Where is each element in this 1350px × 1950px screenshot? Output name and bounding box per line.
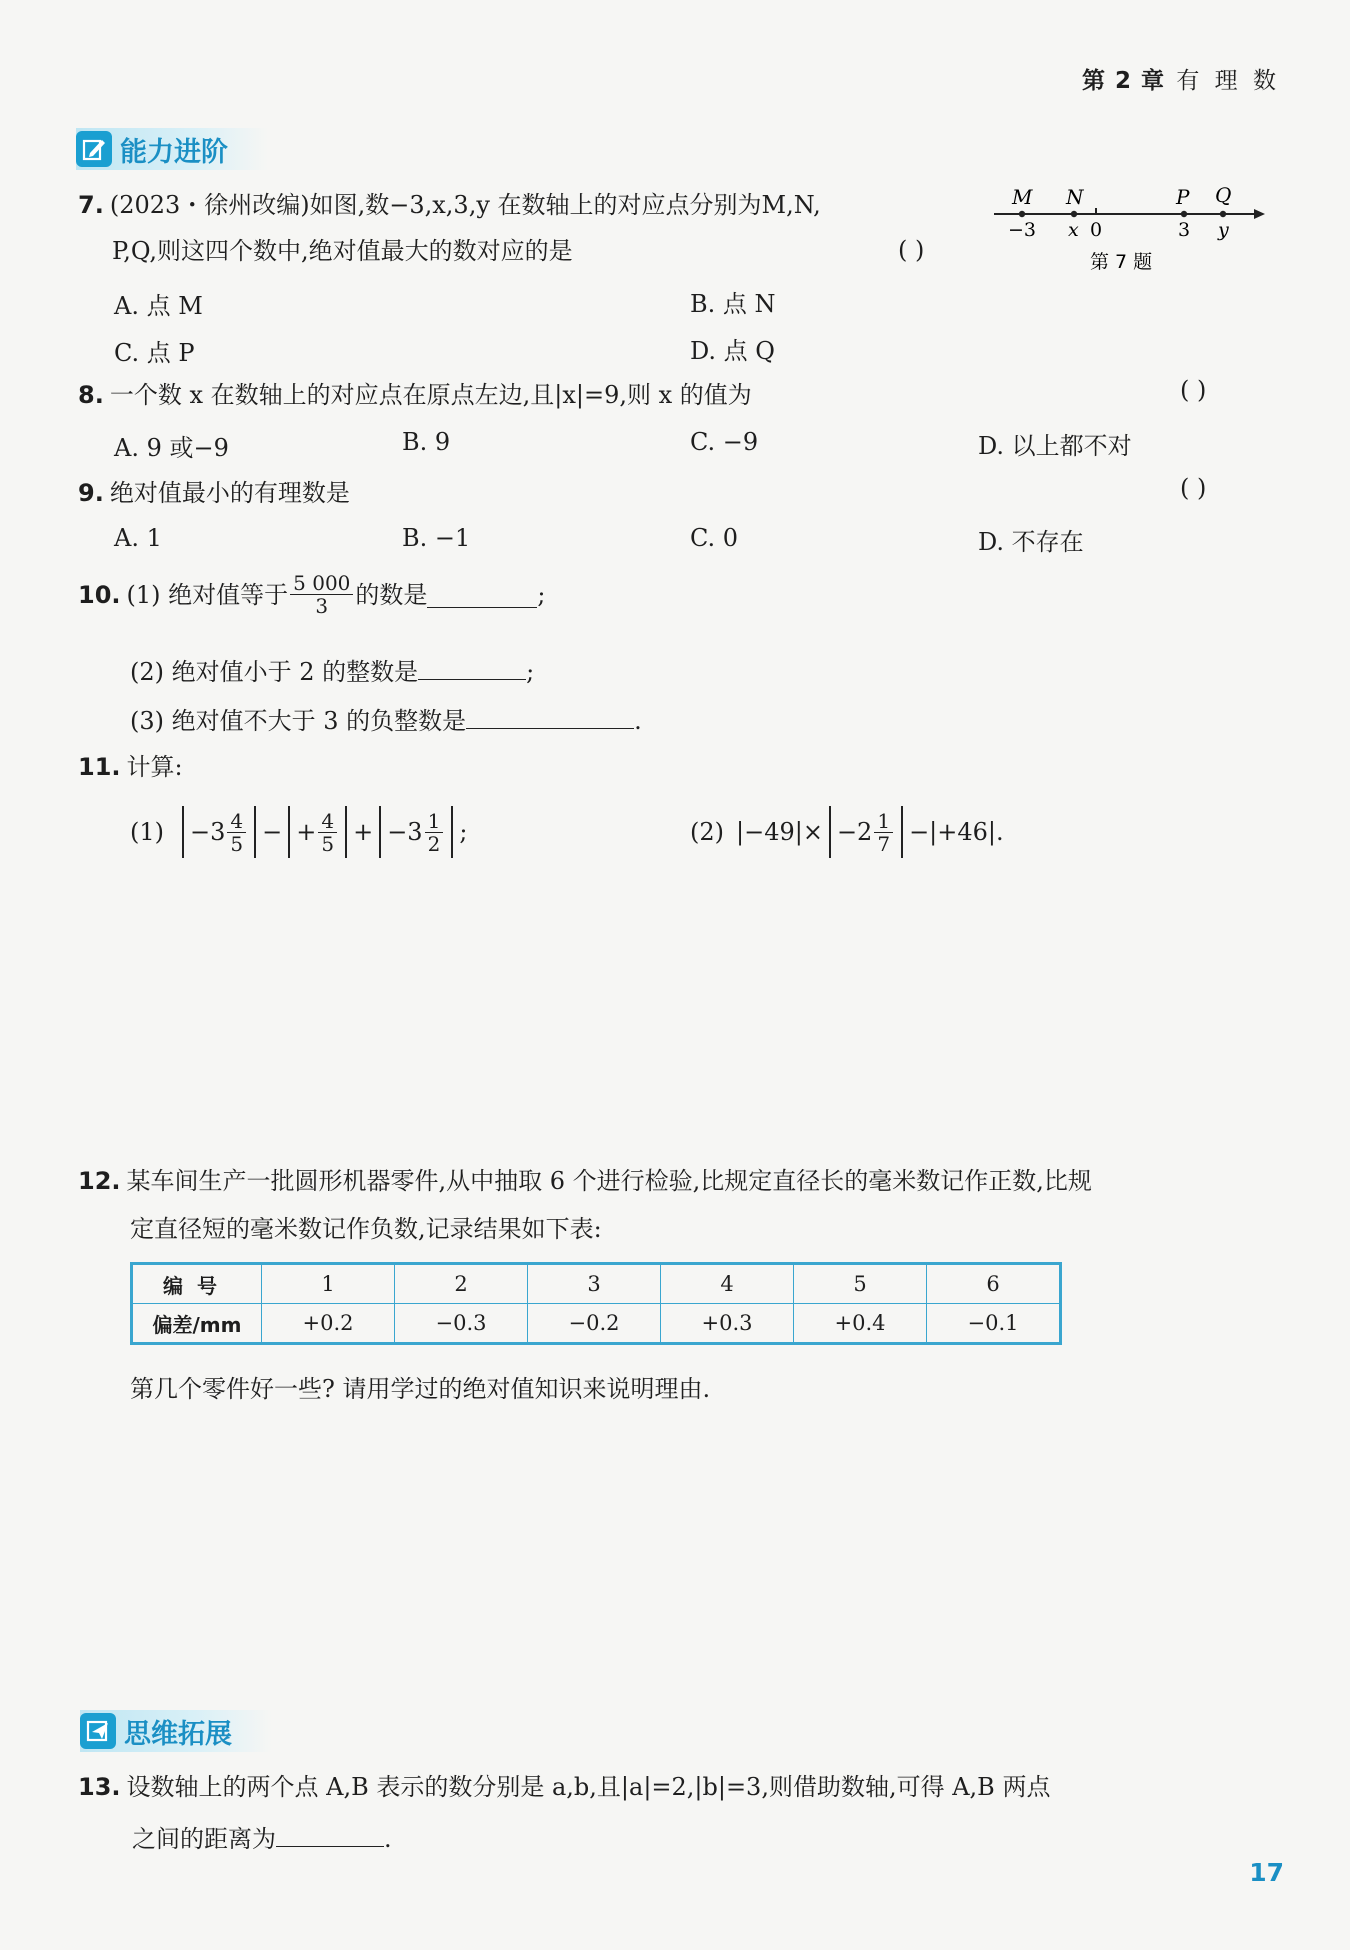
q7-option-a: A. 点 M bbox=[114, 292, 203, 320]
q12-question: 第几个零件好一些? 请用学过的绝对值知识来说明理由. bbox=[130, 1375, 711, 1403]
point-p bbox=[1181, 211, 1187, 217]
chapter-header bbox=[1082, 62, 1280, 95]
q12-deviation-table bbox=[130, 1262, 1062, 1345]
q13-text-line2: 之间的距离为 bbox=[132, 1825, 276, 1853]
abs-bar bbox=[345, 806, 347, 858]
frac-den: 5 bbox=[230, 831, 244, 856]
section-thinking-header bbox=[80, 1710, 272, 1752]
q10-part3-answer-blank[interactable] bbox=[466, 702, 634, 729]
q10-part2-end: ; bbox=[526, 658, 535, 686]
q10-fraction bbox=[290, 572, 353, 617]
point-n bbox=[1071, 211, 1077, 217]
q8-answer-paren: ( ) bbox=[1180, 376, 1207, 404]
q10-part2-text: (2) 绝对值小于 2 的整数是 bbox=[130, 658, 419, 686]
frac-den: 5 bbox=[321, 831, 335, 856]
table-head-deviation: 偏差/mm bbox=[133, 1304, 262, 1343]
q8-text: 一个数 x 在数轴上的对应点在原点左边,且|x|=9,则 x 的值为 bbox=[109, 381, 752, 409]
tick-label-3: 3 bbox=[1178, 219, 1191, 241]
q11-p1-b-int: + bbox=[296, 818, 317, 846]
q13-end: . bbox=[384, 1825, 392, 1853]
abs-bar bbox=[451, 806, 453, 858]
table-cell: 6 bbox=[927, 1265, 1060, 1304]
pencil-icon bbox=[76, 131, 112, 167]
q8-number: 8. bbox=[78, 381, 104, 409]
q9-answer-paren: ( ) bbox=[1180, 474, 1207, 502]
q7-number-line-figure bbox=[990, 180, 1270, 276]
q8-option-d: D. 以上都不对 bbox=[978, 432, 1132, 460]
label-p: P bbox=[1176, 185, 1190, 209]
section-thinking-title: 思维拓展 bbox=[124, 1718, 232, 1750]
abs-bar bbox=[254, 806, 256, 858]
q11-p2-a: |−49|× bbox=[736, 818, 823, 846]
q8-option-c: C. −9 bbox=[690, 428, 759, 456]
q11-p1-c-int: −3 bbox=[387, 818, 423, 846]
frac-num: 1 bbox=[425, 810, 444, 833]
q10-number: 10. bbox=[78, 580, 121, 609]
q9-number: 9. bbox=[78, 479, 104, 507]
q11-p1-op1: − bbox=[262, 818, 283, 846]
paper-plane-icon bbox=[80, 1713, 116, 1749]
q12-text-line1: 某车间生产一批圆形机器零件,从中抽取 6 个进行检验,比规定直径长的毫米数记作正数,比规 bbox=[126, 1167, 1092, 1195]
q11-p2-b-int: −2 bbox=[836, 818, 873, 846]
q11-p1-op2: + bbox=[353, 818, 374, 846]
q7-number: 7. bbox=[78, 191, 104, 219]
q10-part3-end: . bbox=[634, 707, 642, 735]
number-line-arrow-icon bbox=[1254, 209, 1265, 219]
q10-part1-end: ; bbox=[537, 580, 546, 609]
table-cell: −0.1 bbox=[927, 1304, 1060, 1343]
table-cell: −0.2 bbox=[528, 1304, 661, 1343]
table-cell: 4 bbox=[661, 1265, 794, 1304]
q11-title: 计算: bbox=[126, 753, 183, 781]
label-n: N bbox=[1066, 185, 1084, 209]
q11-part2 bbox=[690, 800, 1004, 864]
q11-p1-end: ; bbox=[459, 818, 468, 846]
q9-option-d: D. 不存在 bbox=[978, 528, 1084, 556]
q7-option-b: B. 点 N bbox=[690, 290, 776, 318]
table-cell: 2 bbox=[395, 1265, 528, 1304]
label-m: M bbox=[1012, 185, 1033, 209]
q7-line1 bbox=[78, 188, 821, 222]
q11-p2-c: −|+46|. bbox=[909, 818, 1004, 846]
q9-option-a: A. 1 bbox=[114, 524, 162, 552]
abs-bar bbox=[379, 806, 381, 858]
q9-option-c: C. 0 bbox=[690, 524, 739, 552]
q13-text-line1: 设数轴上的两个点 A,B 表示的数分别是 a,b,且|a|=2,|b|=3,则借助数轴,可得 A,B 两点 bbox=[126, 1773, 1051, 1801]
frac-num: 4 bbox=[227, 810, 246, 833]
table-cell: +0.3 bbox=[661, 1304, 794, 1343]
abs-bar bbox=[288, 806, 290, 858]
section-ability-header bbox=[76, 128, 268, 170]
chapter-title: 有 理 数 bbox=[1176, 68, 1280, 94]
q7-option-c: C. 点 P bbox=[114, 339, 195, 367]
q11-title-line bbox=[78, 750, 183, 784]
frac-den: 7 bbox=[877, 831, 891, 856]
q11-p1-b-frac bbox=[318, 810, 337, 855]
q8-line bbox=[78, 378, 752, 412]
q10-part1 bbox=[78, 572, 546, 617]
abs-bar bbox=[829, 806, 831, 858]
figure-caption: 第 7 题 bbox=[1090, 251, 1153, 273]
table-cell: 5 bbox=[794, 1265, 927, 1304]
q11-part2-label: (2) bbox=[690, 818, 724, 846]
q11-part1-label: (1) bbox=[130, 818, 164, 846]
q11-p1-c-frac bbox=[425, 810, 444, 855]
q10-fraction-denominator: 3 bbox=[315, 594, 329, 618]
q11-p2-b-frac bbox=[874, 810, 893, 855]
q7-answer-paren: ( ) bbox=[898, 236, 925, 264]
q7-text-line1: (2023・徐州改编)如图,数−3,x,3,y 在数轴上的对应点分别为M,N, bbox=[109, 191, 821, 219]
abs-bar bbox=[182, 806, 184, 858]
chapter-number: 第 2 章 bbox=[1082, 68, 1166, 94]
point-m bbox=[1019, 211, 1025, 217]
table-cell: −0.3 bbox=[395, 1304, 528, 1343]
q7-line2: P,Q,则这四个数中,绝对值最大的数对应的是 bbox=[112, 237, 573, 265]
tick-label-y: y bbox=[1218, 219, 1229, 241]
q8-option-a: A. 9 或−9 bbox=[114, 434, 229, 462]
q7-option-d: D. 点 Q bbox=[690, 337, 775, 365]
table-row-deviations bbox=[133, 1304, 1060, 1343]
frac-num: 4 bbox=[318, 810, 337, 833]
section-ability-title: 能力进阶 bbox=[120, 136, 228, 168]
q12-line2: 定直径短的毫米数记作负数,记录结果如下表: bbox=[130, 1215, 602, 1243]
label-q: Q bbox=[1215, 183, 1232, 207]
q10-part1-pre: (1) 绝对值等于 bbox=[126, 580, 289, 609]
table-row-ids bbox=[133, 1265, 1060, 1304]
q9-text: 绝对值最小的有理数是 bbox=[109, 479, 350, 507]
q13-line2 bbox=[132, 1820, 392, 1856]
q12-number: 12. bbox=[78, 1167, 121, 1195]
q10-part2-answer-blank[interactable] bbox=[418, 653, 526, 680]
tick-label-neg3: −3 bbox=[1008, 219, 1037, 241]
table-cell: 3 bbox=[528, 1265, 661, 1304]
table-cell: 1 bbox=[262, 1265, 395, 1304]
q11-p1-a-int: −3 bbox=[190, 818, 226, 846]
table-cell: +0.2 bbox=[262, 1304, 395, 1343]
q10-part1-post: 的数是 bbox=[355, 580, 428, 609]
tick-label-0: 0 bbox=[1090, 219, 1103, 241]
q13-line1 bbox=[78, 1770, 1050, 1804]
q10-fraction-numerator: 5 000 bbox=[290, 572, 353, 595]
q10-part3 bbox=[130, 702, 642, 738]
frac-num: 1 bbox=[874, 810, 893, 833]
frac-den: 2 bbox=[427, 831, 441, 856]
page-number: 17 bbox=[1249, 1858, 1284, 1887]
q9-line bbox=[78, 476, 350, 510]
q12-line1 bbox=[78, 1164, 1092, 1198]
q8-option-b: B. 9 bbox=[402, 428, 451, 456]
q13-number: 13. bbox=[78, 1773, 121, 1801]
q11-part1 bbox=[130, 800, 467, 864]
q10-part2 bbox=[130, 653, 534, 689]
q9-option-b: B. −1 bbox=[402, 524, 471, 552]
q11-p1-a-frac bbox=[227, 810, 246, 855]
q10-part3-text: (3) 绝对值不大于 3 的负整数是 bbox=[130, 707, 467, 735]
point-q bbox=[1220, 211, 1226, 217]
abs-bar bbox=[901, 806, 903, 858]
table-cell: +0.4 bbox=[794, 1304, 927, 1343]
q10-part1-answer-blank[interactable] bbox=[427, 581, 537, 608]
table-head-id: 编号 bbox=[133, 1265, 262, 1304]
q13-answer-blank[interactable] bbox=[276, 1820, 384, 1847]
q11-number: 11. bbox=[78, 753, 121, 781]
tick-label-x: x bbox=[1068, 219, 1079, 241]
